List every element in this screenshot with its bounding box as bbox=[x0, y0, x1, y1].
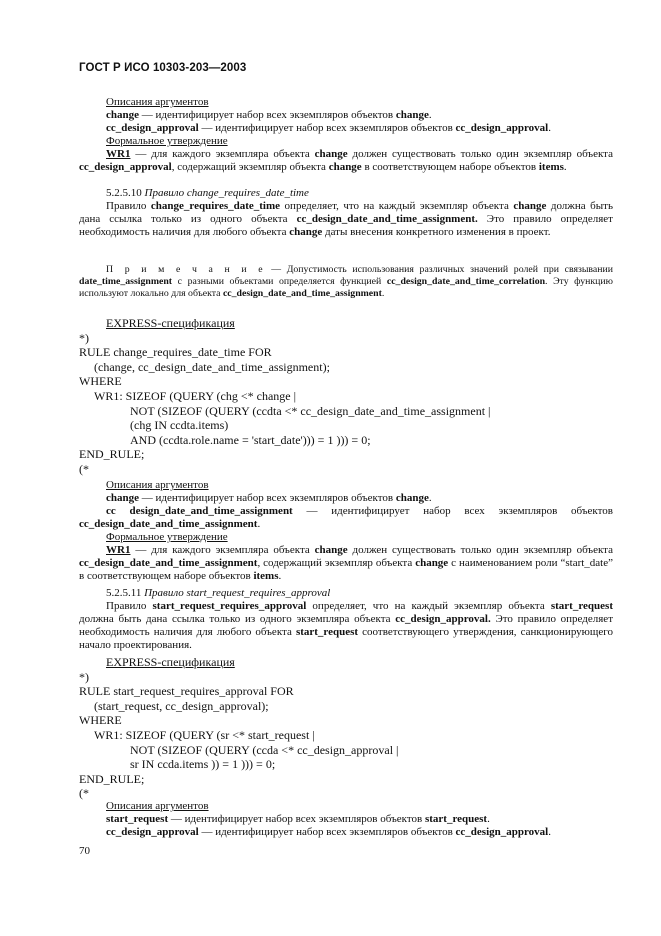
argument-section-2 bbox=[79, 479, 613, 583]
note bbox=[79, 264, 613, 299]
rule-description: Правило change_requires_date_time определяет, что на каждый экземпляр объекта change должна быть дана ссылка только из одного объекта cc_design_date_and_time_assignment. Это правило определяет необходимость наличия для любого объекта change даты внесения конкретного изменения в проект. bbox=[79, 200, 613, 238]
code-line: RULE start_request_requires_approval FOR bbox=[79, 684, 294, 699]
argument-section-3 bbox=[79, 800, 613, 839]
express-block-1 bbox=[79, 316, 613, 477]
code-line: NOT (SIZEOF (QUERY (ccda <* cc_design_approval | bbox=[130, 742, 399, 757]
arguments-heading: Описания аргументов bbox=[106, 96, 209, 108]
rule-description: Правило start_request_requires_approval определяет, что на каждый экземпляр объекта start_request должна быть дана ссылка только из одного экземпляра объекта cc_design_approval. Это правило определяет необходимость наличия для любого объекта start_request соответствующего утверждения, санкционирующего начало проектирования. bbox=[79, 600, 613, 651]
argument-description: cc design_date_and_time_assignment — идентифицирует набор всех экземпляров объектов cc_design_date_and_time_assignment. bbox=[79, 505, 613, 530]
rule-section-1 bbox=[79, 187, 613, 239]
arguments-heading: Описания аргументов bbox=[106, 479, 209, 491]
argument-description: start_request — идентифицирует набор всех экземпляров объектов start_request. bbox=[106, 813, 490, 825]
code-line: *) bbox=[79, 330, 89, 345]
express-heading: EXPRESS-спецификация bbox=[106, 655, 235, 669]
code-line: END_RULE; bbox=[79, 771, 145, 786]
argument-description: change — идентифицирует набор всех экземпляров объектов change. bbox=[106, 109, 432, 121]
document-header: ГОСТ Р ИСО 10303-203—2003 bbox=[79, 62, 247, 74]
arguments-heading: Описания аргументов bbox=[106, 800, 209, 812]
page-number: 70 bbox=[79, 845, 90, 857]
rule-section-2 bbox=[79, 587, 613, 652]
argument-description: cc_design_approval — идентифицирует набор всех экземпляров объектов cc_design_approval. bbox=[106, 826, 551, 838]
code-line: *) bbox=[79, 669, 89, 684]
express-heading: EXPRESS-спецификация bbox=[106, 316, 235, 330]
rule-heading: 5.2.5.11 Правило start_request_requires_approval bbox=[106, 587, 331, 599]
code-line: NOT (SIZEOF (QUERY (ccdta <* cc_design_date_and_time_assignment | bbox=[130, 403, 491, 418]
code-line: (* bbox=[79, 786, 89, 801]
code-line: WHERE bbox=[79, 374, 122, 389]
code-line: (chg IN ccdta.items) bbox=[130, 418, 229, 433]
formal-statement: WR1 — для каждого экземпляра объекта change должен существовать только один экземпляр объекта cc_design_approval, содержащий экземпляр объекта change в соответствующем наборе объектов items. bbox=[79, 148, 613, 173]
formal-statement-heading: Формальное утверждение bbox=[106, 531, 228, 543]
code-line: AND (ccdta.role.name = 'start_date'))) = 1 ))) = 0; bbox=[130, 432, 371, 447]
note-text: П р и м е ч а н и е — Допустимость использования различных значений ролей при связывании date_time_assignment с разными объектами определяется функцией cc_design_date_and_time_correlation. Эту функцию используют локально для объекта cc_design_date_and_time_assignment. bbox=[79, 264, 613, 299]
express-block-2 bbox=[79, 655, 613, 801]
code-line: RULE change_requires_date_time FOR bbox=[79, 345, 272, 360]
argument-description: cc_design_approval — идентифицирует набор всех экземпляров объектов cc_design_approval. bbox=[106, 122, 551, 134]
rule-heading: 5.2.5.10 Правило change_requires_date_time bbox=[106, 187, 309, 199]
argument-description: change — идентифицирует набор всех экземпляров объектов change. bbox=[106, 492, 432, 504]
code-line: (change, cc_design_date_and_time_assignment); bbox=[94, 359, 330, 374]
code-line: WR1: SIZEOF (QUERY (sr <* start_request | bbox=[94, 727, 315, 742]
code-line: (start_request, cc_design_approval); bbox=[94, 698, 269, 713]
formal-statement-heading: Формальное утверждение bbox=[106, 135, 228, 147]
code-line: END_RULE; bbox=[79, 447, 145, 462]
argument-section-1 bbox=[79, 96, 613, 174]
code-line: sr IN ccda.items )) = 1 ))) = 0; bbox=[130, 757, 276, 772]
formal-statement: WR1 — для каждого экземпляра объекта change должен существовать только один экземпляр объекта cc_design_date_and_time_assignment, содержащий экземпляр объекта change с наименованием роли “start_date” в соответствующем наборе объектов items. bbox=[79, 544, 614, 582]
code-line: WR1: SIZEOF (QUERY (chg <* change | bbox=[94, 388, 297, 403]
code-line: WHERE bbox=[79, 713, 122, 728]
code-line: (* bbox=[79, 461, 89, 476]
